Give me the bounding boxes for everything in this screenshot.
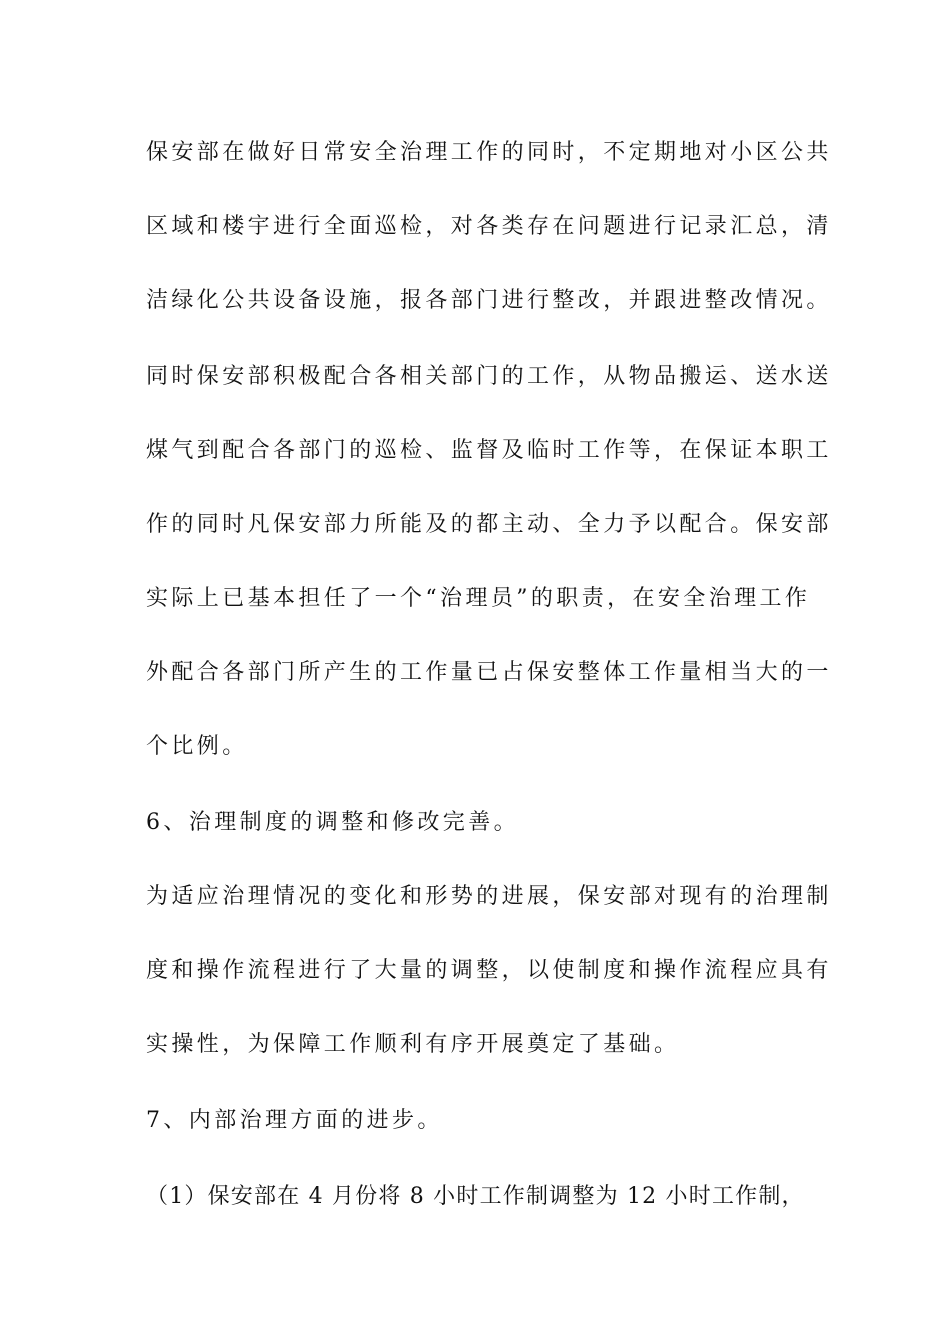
text-line: 煤气到配合各部门的巡检、监督及临时工作等，在保证本职工 <box>146 438 832 463</box>
text-line: 保安部在做好日常安全治理工作的同时，不定期地对小区公共 <box>146 140 832 165</box>
text-line: 实际上已基本担任了一个“治理员”的职责，在安全治理工作 <box>146 586 811 611</box>
section-heading-6: 6、治理制度的调整和修改完善。 <box>146 810 519 835</box>
text-line: 个比例。 <box>146 734 248 759</box>
text-line: 区域和楼宇进行全面巡检，对各类存在问题进行记录汇总，清 <box>146 214 832 239</box>
text-line: （1）保安部在 4 月份将 8 小时工作制调整为 12 小时工作制， <box>146 1184 805 1209</box>
section-heading-7: 7、内部治理方面的进步。 <box>146 1108 443 1133</box>
text-line: 洁绿化公共设备设施，报各部门进行整改，并跟进整改情况。 <box>146 288 832 313</box>
text-line: 同时保安部积极配合各相关部门的工作，从物品搬运、送水送 <box>146 364 832 389</box>
text-line: 度和操作流程进行了大量的调整，以使制度和操作流程应具有 <box>146 958 832 983</box>
text-line: 为适应治理情况的变化和形势的进展，保安部对现有的治理制 <box>146 884 832 909</box>
text-line: 实操性，为保障工作顺利有序开展奠定了基础。 <box>146 1032 680 1057</box>
text-line: 外配合各部门所产生的工作量已占保安整体工作量相当大的一 <box>146 660 832 685</box>
text-line: 作的同时凡保安部力所能及的都主动、全力予以配合。保安部 <box>146 512 832 537</box>
